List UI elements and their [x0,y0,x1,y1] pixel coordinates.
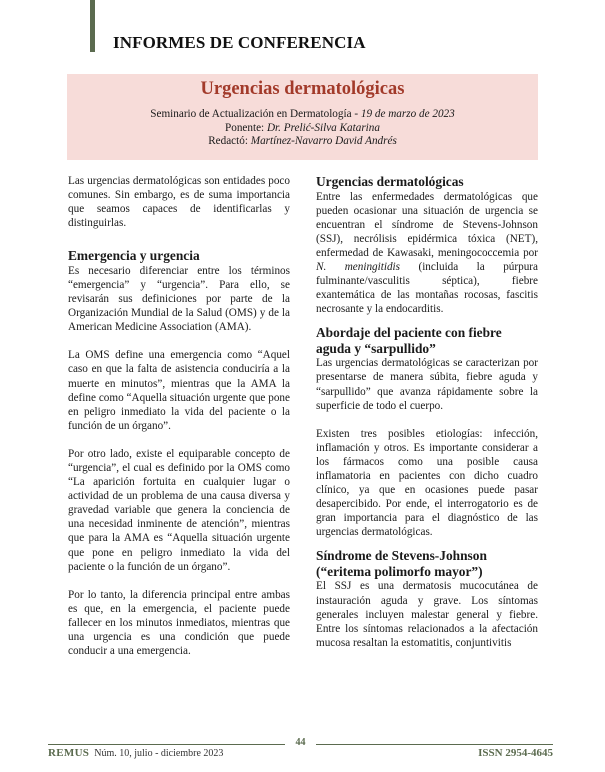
heading-stevens-johnson: Síndrome de Stevens-Johnson (“eritema polimorfo mayor”) [316,548,487,579]
speaker-name: Dr. Prelić-Silva Katarina [266,121,380,134]
section-title: INFORMES DE CONFERENCIA [113,33,366,52]
event-date: 19 de marzo de 2023 [360,108,455,120]
paragraph: El SSJ es una dermatosis mucocutánea de instauración aguda y grave. Los síntomas generales incluyen malestar general y fiebre. Entre los síntomas relacionados a la afectación mucosa resaltan la estomatitis, conjuntivitis [316,580,538,649]
footer-rule [316,744,553,745]
paragraph [316,190,538,317]
journal-info [48,747,223,759]
paragraph: Es necesario diferenciar entre los términos “emergencia” y “urgencia”. Para ello, se revisarán sus definiciones por parte de la Organización Mundial de la Salud (OMS) y de la American Medicine Association (AMA). [68,264,290,334]
speaker-label: Ponente: [225,121,267,134]
footer-rule [48,744,285,745]
issue-info: Núm. 10, julio - diciembre 2023 [94,748,224,759]
editor-line [67,135,538,149]
species-name: N. meningitidis [316,260,401,273]
paragraph: Las urgencias dermatológicas se caracterizan por presentarse de manera súbita, fiebre aguda y “sarpullido” que avanza rápidamente sobre la superficie de todo el cuerpo. [316,357,538,412]
editor-name: Martínez-Navarro David Andrés [250,135,397,148]
paragraph: Existen tres posibles etiologías: infección, inflamación y otros. Es importante considerar a los fármacos como una posible causa inflamatoria en pacientes con dicho cuadro clínico, ya que en ocasiones puede pasar desapercibido. Por ende, el interrogatorio es de gran importancia para el diagnóstico de las urgencias dermatológicas. [316,427,538,539]
speaker-line [67,122,538,136]
page-footer [48,737,553,764]
paragraph: La OMS define una emergencia como “Aquel caso en que la falta de asistencia conduciría a la muerte en minutos”, mientras que la AMA la define como “Aquella situación urgente que pone en peligro inmediato la vida del paciente o la función de un órgano”. [68,349,290,432]
text-run: Entre las enfermedades dermatológicas que pueden ocasionar una situación de urgencia se encuentran el síndrome de Stevens-Johnson (SSJ), necrólisis epidérmica tóxica (NET), enfermedad de Kawasaki, meningococcemia por [316,190,538,259]
journal-name: REMUS [48,747,90,759]
title-banner [67,74,538,160]
right-column [316,174,538,664]
event-name: Seminario de Actualización en Dermatología - [150,108,361,120]
left-column [68,174,290,672]
intro-paragraph: Las urgencias dermatológicas son entidades poco comunes. Sin embargo, es de suma importancia que seamos capaces de identificarlas y distinguirlas. [68,175,290,230]
paragraph: Por otro lado, existe el equiparable concepto de “urgencia”, el cual es definido por la OMS como “La aparición fortuita en cualquier lugar o actividad de un problema de una causa diversa y gravedad variable que genera la conciencia de una necesidad inminente de atención”, mientras que para la AMA es “Aquella situación urgente que pone en peligro inmediato la vida del paciente o la función de un órgano”. [68,447,290,573]
article-title: Urgencias dermatológicas [200,79,405,99]
heading-urgencias-dermatologicas: Urgencias dermatológicas [316,174,464,189]
event-line [67,108,538,122]
text-run: (incluida la púrpura fulminante/vasculitis séptica), fiebre exantemática de las montañas rocosas, fascitis necrosante y la endocarditis. [316,260,538,316]
header-accent-bar [90,0,95,52]
paragraph: Por lo tanto, la diferencia principal entre ambas es que, en la emergencia, el paciente puede fallecer en los minutos inmediatos, mientras que una urgencia es una condición que puede conducir a una emergencia. [68,588,290,658]
editor-label: Redactó: [208,135,251,148]
heading-emergencia-urgencia: Emergencia y urgencia [68,248,200,264]
heading-abordaje: Abordaje del paciente con fiebre aguda y “sarpullido” [316,325,502,356]
issn: ISSN 2954-4645 [478,747,553,759]
page-number: 44 [295,737,306,748]
